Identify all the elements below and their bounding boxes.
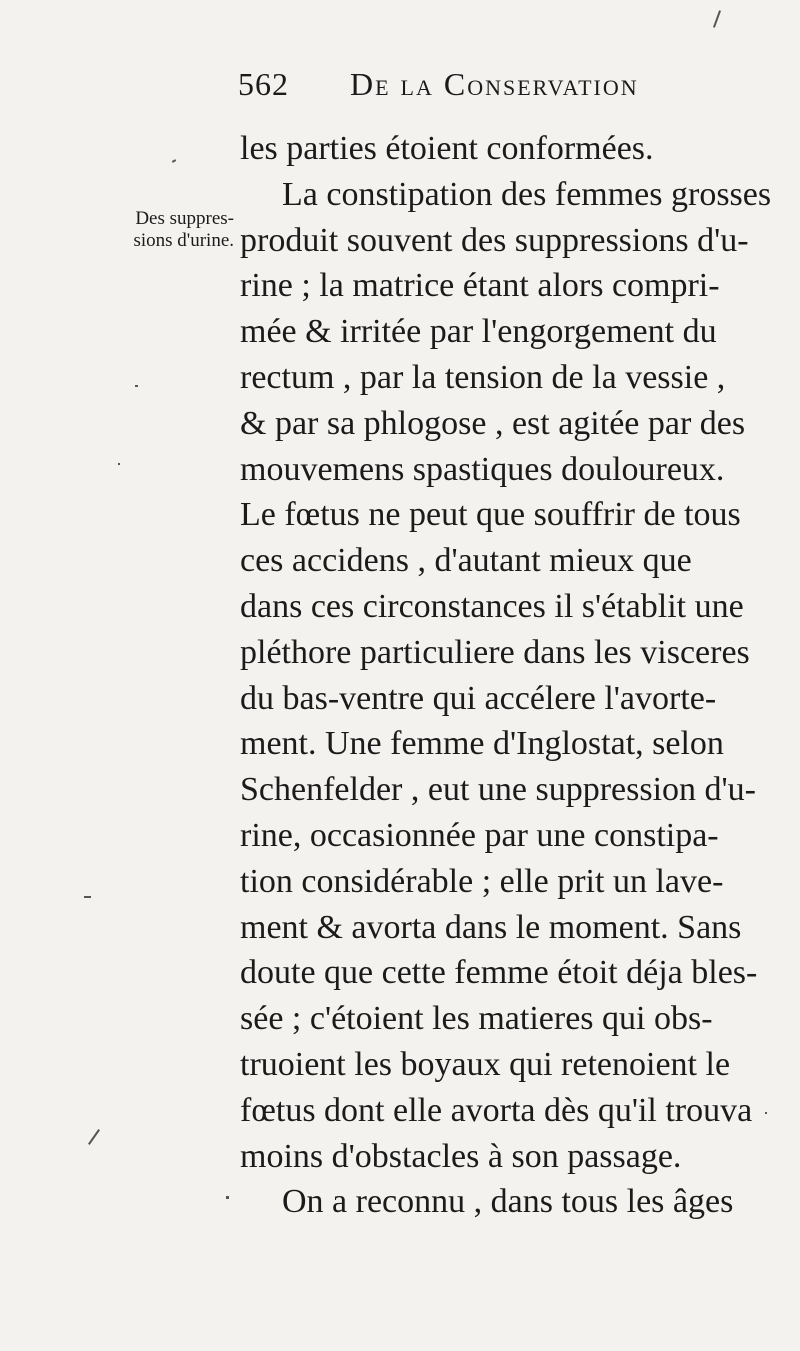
text-line: Le fœtus ne peut que souffrir de tous xyxy=(240,496,741,534)
text-line: fœtus dont elle avorta dès qu'il trouva xyxy=(240,1091,753,1129)
paper-speck xyxy=(765,1112,767,1114)
text-line: La constipation des femmes grosses xyxy=(282,175,772,213)
text-line: pléthore particuliere dans les visceres xyxy=(240,633,750,671)
text-line: moins d'obstacles à son passage. xyxy=(240,1137,682,1175)
paper-speck xyxy=(226,1196,229,1199)
margin-note xyxy=(84,208,234,252)
paper-speck xyxy=(135,385,138,387)
text-line: ces accidens , d'autant mieux que xyxy=(240,542,692,580)
text-line: les parties étoient conformées. xyxy=(240,130,654,167)
text-line: On a reconnu , dans tous les âges xyxy=(282,1183,734,1221)
margin-note-line: Des suppres- xyxy=(135,208,234,229)
text-line: rectum , par la tension de la vessie , xyxy=(240,358,726,396)
text-line: mée & irritée par l'engorgement du xyxy=(240,313,717,351)
text-line: dans ces circonstances il s'établit une xyxy=(240,587,744,625)
paper-speck xyxy=(118,463,120,465)
body-text xyxy=(240,126,780,1225)
text-line: tion considérable ; elle prit un lave- xyxy=(240,862,724,900)
paper-speck xyxy=(84,896,91,898)
paper-speck xyxy=(713,10,721,28)
text-line: mouvemens spastiques douloureux. xyxy=(240,450,725,488)
text-line: du bas-ventre qui accélere l'avorte- xyxy=(240,679,717,717)
text-line: rine, occasionnée par une constipa- xyxy=(240,816,719,854)
text-line: sée ; c'étoient les matieres qui obs- xyxy=(240,1000,713,1038)
page-header xyxy=(238,66,718,110)
running-head: De la Conservation xyxy=(350,66,639,102)
margin-note-line: sions d'urine. xyxy=(133,230,234,251)
text-line: doute que cette femme étoit déja bles- xyxy=(240,954,758,992)
text-line: produit souvent des suppressions d'u- xyxy=(240,221,749,259)
page-number: 562 xyxy=(238,66,289,102)
text-line: ment. Une femme d'Inglostat, selon xyxy=(240,725,724,763)
text-line: rine ; la matrice étant alors compri- xyxy=(240,267,720,305)
text-line: truoient les boyaux qui retenoient le xyxy=(240,1045,731,1083)
text-line: & par sa phlogose , est agitée par des xyxy=(240,404,746,442)
text-line: ment & avorta dans le moment. Sans xyxy=(240,908,742,946)
paper-speck xyxy=(172,159,176,163)
text-line: Schenfelder , eut une suppression d'u- xyxy=(240,771,756,809)
paper-speck xyxy=(88,1129,100,1145)
